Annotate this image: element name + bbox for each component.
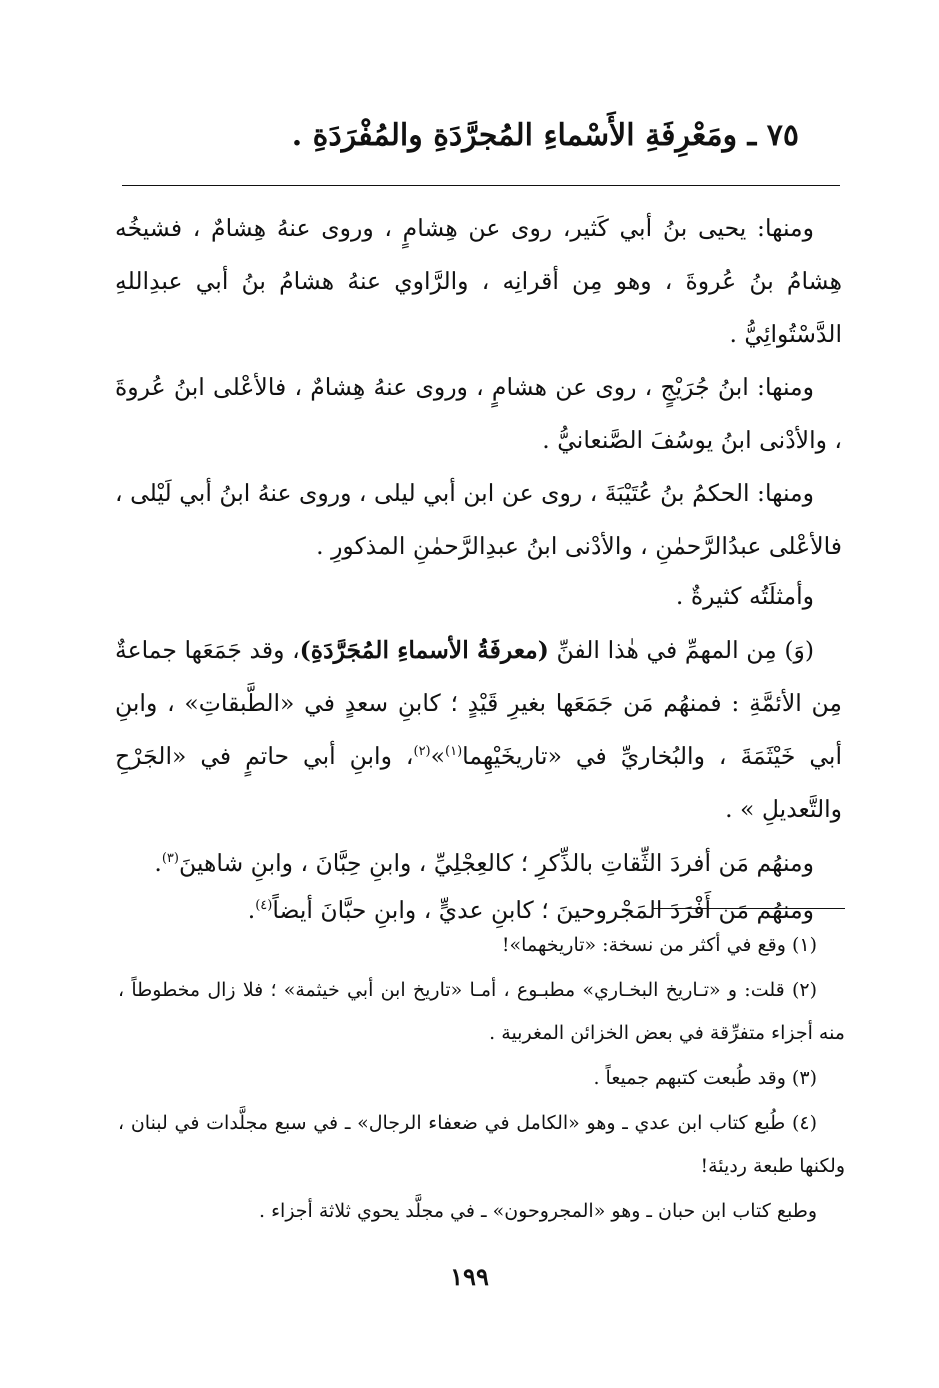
- page-number: ١٩٩: [450, 1262, 489, 1291]
- footnote-4-continued: وطبع كتاب ابن حبان ـ وهو «المجروحون» ـ في مجلَّد يحوي ثلاثة أجزاء .: [259, 1200, 817, 1222]
- title-divider: [122, 185, 840, 186]
- footnote-divider: [652, 908, 845, 909]
- p5-bold-term: (معرفَةُ الأسماءِ المُجَرَّدَةِ): [299, 636, 549, 664]
- footnote-ref-2[interactable]: (٢): [413, 744, 431, 760]
- footnote-4: (٤) طُبع كتاب ابن عدي ـ وهو «الكامل في ضعفاء الرجال» ـ في سبع مجلَّدات في لبنان ، ولكنها طبعة رديئة!: [118, 1112, 845, 1177]
- footnote-1: (١) وقع في أكثر من نسخة: «تاريخهما»!: [501, 934, 817, 956]
- p5-mid: »: [430, 742, 446, 770]
- p5-open: (وَ) مِن المهمِّ في هٰذا الفنِّ: [548, 636, 814, 664]
- footnotes: [118, 924, 845, 1233]
- paragraph-4: وأمثلَتُه كثيرةٌ .: [675, 582, 814, 610]
- section-title: ٧٥ ـ ومَعْرِفَةِ الأَسْماءِ المُجرَّدَةِ والمُفْرَدَةِ .: [291, 118, 799, 153]
- footnote-3: (٣) وقد طُبعت كتبهم جميعاً .: [593, 1067, 817, 1089]
- main-text: [115, 202, 842, 934]
- paragraph-2: ومنها: ابنُ جُرَيْجٍ ، روى عن هشامٍ ، وروى عنهُ هِشامٌ ، فالأعْلى ابنُ عُروةَ ، والأدْنى ابنُ يوسُفَ الصَّنعانيُّ .: [115, 373, 842, 454]
- footnote-ref-3[interactable]: (٣): [161, 851, 179, 867]
- p5-end: ، وابنِ أبي حاتمٍ في «الجَرْحِ والتَّعديلِ » .: [115, 742, 842, 823]
- p6-end: .: [154, 849, 162, 877]
- p5-rest: ، وقد جَمَعَها جماعةٌ مِن الأئمَّةِ : فمنهُم مَن جَمَعَها بغيرِ قَيْدٍ ؛ كابنِ سعدٍ في «الطَّبقاتِ» ، وابنِ أبي خَيْثَمَةَ ، والبُخاريِّ في «تاريخَيْهِما: [115, 636, 842, 770]
- p7-end: .: [247, 896, 256, 924]
- paragraph-6: [115, 840, 842, 887]
- paragraph-1: ومنها: يحيى بنُ أبي كَثير، روى عن هِشامٍ ، وروى عنهُ هِشامٌ ، فشيخُه هِشامُ بنُ عُروةَ ، وهو مِن أقرانِه ، والرَّاوي عنهُ هشامُ بنُ أبي عبدِاللهِ الدَّسْتُوائِيُّ .: [115, 214, 842, 348]
- footnote-2: (٢) قلت: و «تـاريخ البخـاري» مطبـوع ، أمـا «تاريخ ابن أبي خيثمة» ؛ فلا زال مخطوطاً ، منه أجزاء متفرِّقة في بعض الخزائن المغربية .: [118, 979, 845, 1044]
- paragraph-3: ومنها: الحكمُ بنُ عُتَيْبَةَ ، روى عن ابن أبي ليلى ، وروى عنهُ ابنُ أبي لَيْلى ، فالأعْلى عبدُالرَّحمٰنِ ، والأدْنى ابنُ عبدِالرَّحمٰنِ المذكورِ .: [115, 479, 842, 560]
- p6-text: ومنهُم مَن أفردَ الثِّقاتِ بالذِّكرِ ؛ كالعِجْلِيِّ ، وابنِ حِبَّانَ ، وابنِ شاهينَ: [178, 849, 814, 877]
- p7-text: ومنهُم مَن أَفْرَدَ المَجْروحينَ ؛ كابنِ عديٍّ ، وابنِ حبَّانَ أيضاً: [272, 896, 814, 924]
- footnote-ref-4[interactable]: (٤): [255, 898, 273, 914]
- paragraph-5: [115, 624, 842, 836]
- footnote-ref-1[interactable]: (١): [445, 744, 463, 760]
